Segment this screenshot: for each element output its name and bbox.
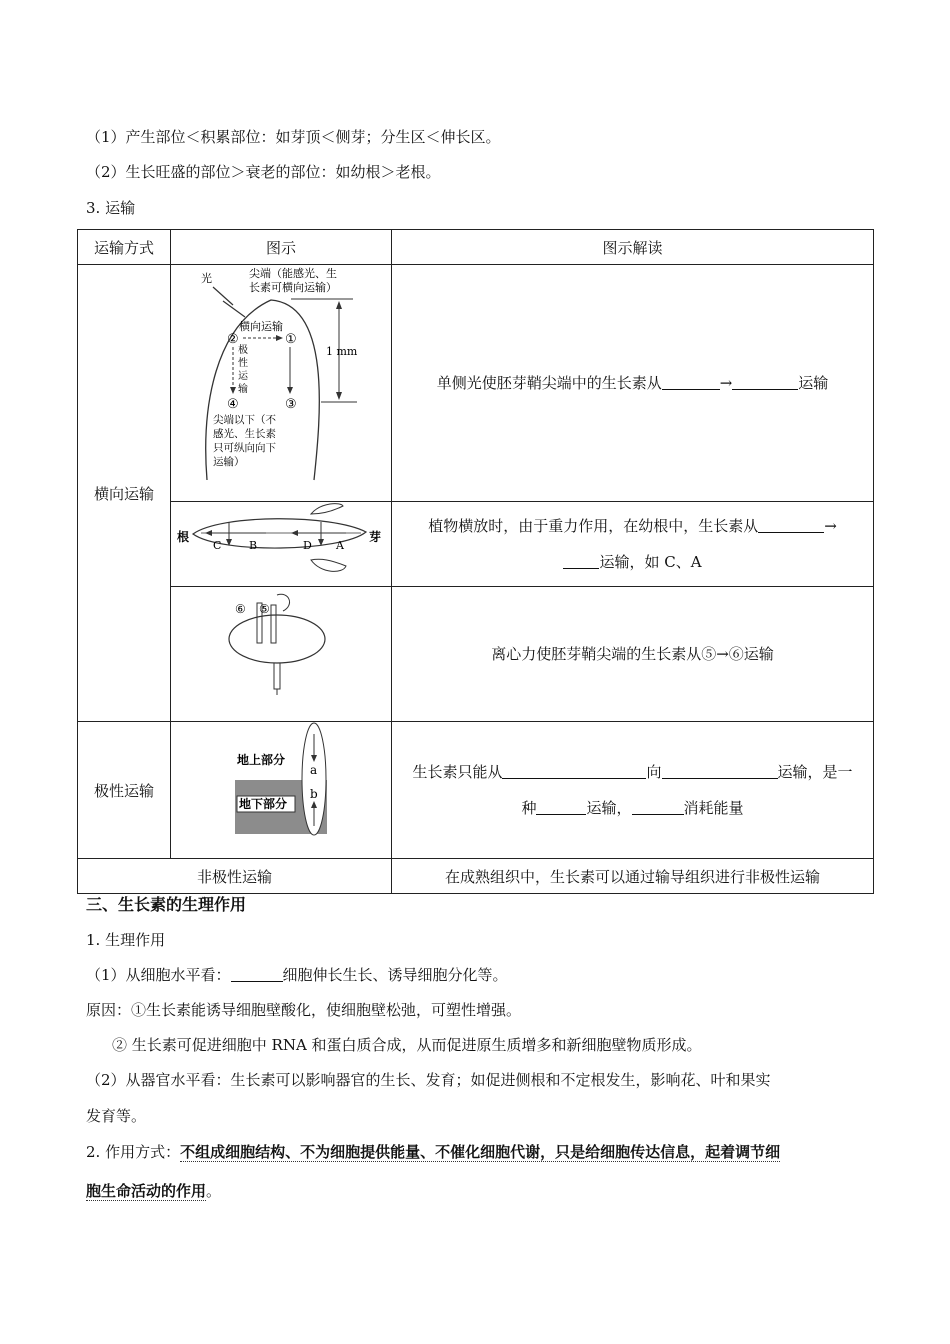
below-tip-text-2: 感光、生长素 xyxy=(213,428,276,440)
desc-text: 种 xyxy=(521,799,537,817)
one-mm-label: 1 mm xyxy=(326,345,358,358)
nonpolar-description: 在成熟组织中，生长素可以通过输导组织进行非极性运输 xyxy=(392,859,874,894)
transport-table xyxy=(77,229,874,894)
organ-level-line-1: （2）从器官水平看：生长素可以影响器官的生长、发育；如促进侧根和不定根发生，影响花、叶和果实 xyxy=(86,1071,771,1089)
bud-label: 芽 xyxy=(369,530,382,544)
polar-description xyxy=(392,722,874,859)
answer-blank[interactable] xyxy=(536,798,586,815)
light-label: 光 xyxy=(201,272,212,285)
reason-line-2: ② 生长素可促进细胞中 RNA 和蛋白质合成，从而促进原生质增多和新细胞壁物质形成。 xyxy=(112,1036,702,1054)
desc-text: 消耗能量 xyxy=(683,799,744,817)
organ-level-line-2: 发育等。 xyxy=(86,1107,147,1125)
answer-blank[interactable] xyxy=(632,798,684,815)
desc-text: 单侧光使胚芽鞘尖端中的生长素从 xyxy=(436,374,662,392)
paragraph-text: 。 xyxy=(206,1182,222,1200)
answer-blank[interactable] xyxy=(231,965,283,982)
paragraph-text: 细胞伸长生长、诱导细胞分化等。 xyxy=(282,966,508,984)
table-row xyxy=(78,722,874,859)
tip-text-2: 长素可横向运输） xyxy=(249,281,337,294)
segment-a: a xyxy=(310,763,318,777)
below-ground-label: 地下部分 xyxy=(239,797,288,811)
polar-text-4: 输 xyxy=(238,384,248,395)
root-label: 根 xyxy=(177,530,190,544)
desc-text: 运输，如 C、A xyxy=(599,553,702,571)
mode-of-action-line-2 xyxy=(86,1181,221,1201)
desc-text: 运输， xyxy=(586,799,632,817)
marker-4: ④ xyxy=(227,397,239,412)
figure-cell xyxy=(171,587,392,722)
paragraph-text: （1）从细胞水平看： xyxy=(86,966,231,984)
table-row xyxy=(78,265,874,502)
above-ground-label: 地上部分 xyxy=(237,753,286,767)
emphasis-text: 不组成细胞结构、不为细胞提供能量、不催化细胞代谢，只是给细胞传达信息，起着调节细 xyxy=(180,1143,781,1161)
desc-text: 运输 xyxy=(798,374,829,392)
paragraph-text: 2. 作用方式： xyxy=(86,1143,181,1161)
below-tip-text-4: 运输） xyxy=(213,456,245,468)
marker-1: ① xyxy=(285,332,297,347)
section-3-title: 3. 运输 xyxy=(86,199,136,217)
mode-of-action-line-1 xyxy=(86,1142,780,1162)
answer-blank[interactable] xyxy=(662,762,778,779)
intro-line-1: （1）产生部位＜积累部位：如芽顶＜侧芽；分生区＜伸长区。 xyxy=(86,128,501,146)
desc-text: 生长素只能从 xyxy=(412,763,503,781)
answer-blank[interactable] xyxy=(563,552,599,569)
segment-b: b xyxy=(310,787,318,801)
figure-cell xyxy=(171,502,392,587)
tip-text-1: 尖端（能感光、生 xyxy=(249,267,337,280)
reason-line-1: 原因：①生长素能诱导细胞壁酸化，使细胞壁松弛，可塑性增强。 xyxy=(86,1001,522,1019)
header-figure: 图示 xyxy=(171,230,392,265)
figure-cell xyxy=(171,722,392,859)
point-c: C xyxy=(213,539,222,552)
polar-transport-label: 极性运输 xyxy=(78,722,171,859)
desc-text: 运输，是一 xyxy=(777,763,853,781)
polar-text-2: 性 xyxy=(238,358,248,369)
polar-text-3: 运 xyxy=(238,371,248,382)
answer-blank[interactable] xyxy=(502,762,646,779)
answer-blank[interactable] xyxy=(662,373,720,390)
header-interpretation: 图示解读 xyxy=(392,230,874,265)
lateral-light-description xyxy=(392,265,874,502)
lateral-transport-label: 横向运输 xyxy=(78,265,171,722)
nonpolar-transport-label: 非极性运输 xyxy=(78,859,392,894)
header-method: 运输方式 xyxy=(78,230,171,265)
subsection-1-title: 1. 生理作用 xyxy=(86,931,166,949)
table-header-row xyxy=(78,230,874,265)
answer-blank[interactable] xyxy=(758,516,824,533)
coleoptile-light-figure xyxy=(171,265,392,501)
below-tip-text-3: 只可纵向向下 xyxy=(213,442,276,454)
point-b: B xyxy=(249,539,258,552)
answer-blank[interactable] xyxy=(732,373,798,390)
point-d: D xyxy=(303,539,312,552)
figure-cell xyxy=(171,265,392,502)
marker-2: ② xyxy=(227,332,239,347)
marker-6: ⑥ xyxy=(235,602,246,616)
cell-level-paragraph xyxy=(86,965,508,985)
lateral-arrow-label: 横向运输 xyxy=(239,320,283,333)
polar-transport-figure xyxy=(171,722,392,858)
below-tip-text-1: 尖端以下（不 xyxy=(213,414,276,426)
desc-text: 向 xyxy=(646,763,662,781)
emphasis-text: 胞生命活动的作用 xyxy=(86,1182,207,1200)
polar-text-1: 极 xyxy=(238,345,248,356)
desc-text: 植物横放时，由于重力作用，在幼根中，生长素从 xyxy=(428,517,759,535)
table-row xyxy=(78,502,874,587)
centrifugal-description: 离心力使胚芽鞘尖端的生长素从⑤→⑥运输 xyxy=(392,587,874,722)
point-a: A xyxy=(336,539,344,552)
centrifuge-figure xyxy=(171,587,392,721)
table-row xyxy=(78,587,874,722)
intro-line-2: （2）生长旺盛的部位＞衰老的部位：如幼根＞老根。 xyxy=(86,163,441,181)
table-row xyxy=(78,859,874,894)
arrow-glyph: → xyxy=(719,374,733,392)
marker-3: ③ xyxy=(285,397,297,412)
arrow-glyph: → xyxy=(824,517,837,535)
lateral-gravity-description xyxy=(392,502,874,587)
marker-5: ⑤ xyxy=(259,602,270,616)
section-heading: 三、生长素的生理作用 xyxy=(86,895,247,914)
horizontal-plant-figure xyxy=(171,502,392,586)
